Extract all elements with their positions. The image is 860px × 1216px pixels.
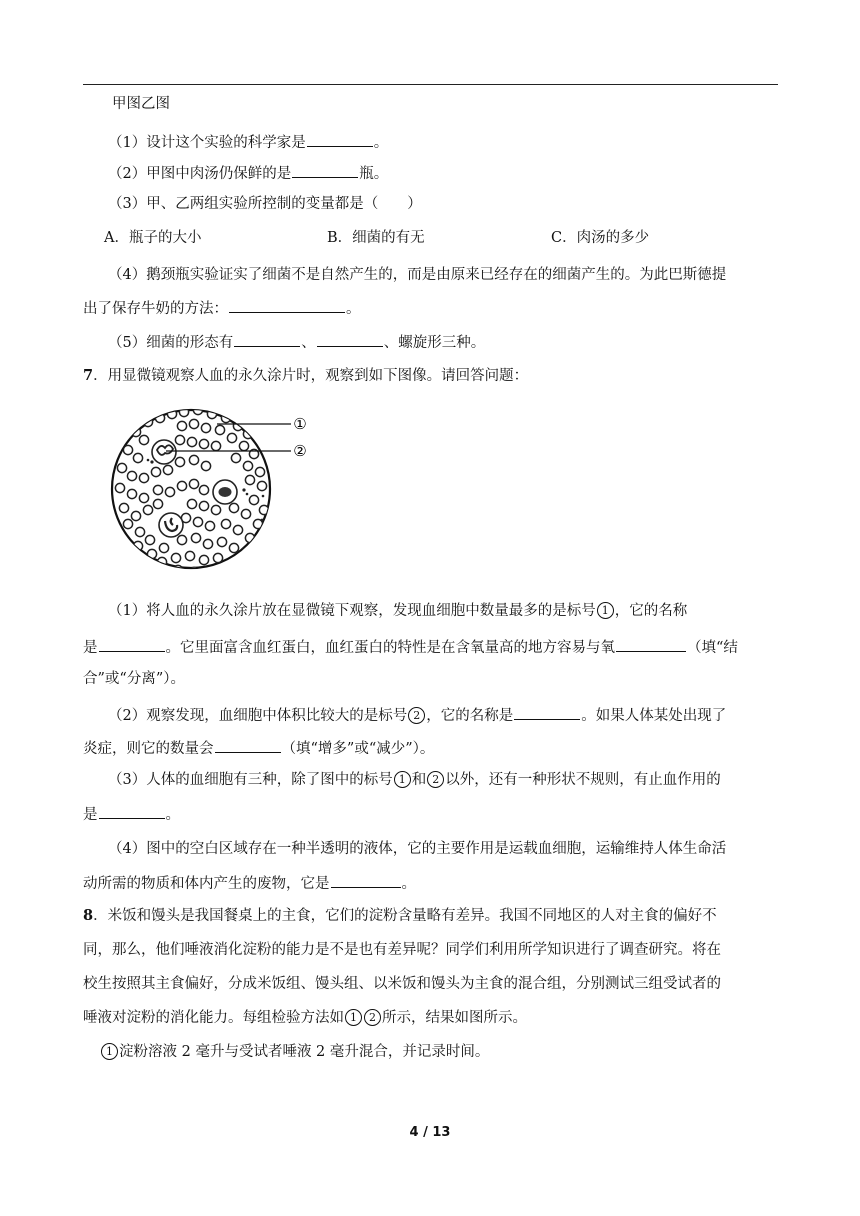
red-blood-cell <box>225 559 234 568</box>
red-blood-cell <box>233 525 242 534</box>
red-blood-cell <box>189 455 198 464</box>
red-blood-cell <box>171 553 180 562</box>
q7-stem: 7．用显微镜观察人血的永久涂片时，观察到如下图像。请回答问题： <box>83 367 529 384</box>
red-blood-cell <box>153 499 162 508</box>
answer-blank[interactable] <box>331 872 401 888</box>
red-blood-cell <box>159 543 168 552</box>
q7-part1-line2: 是 。它里面富含血红蛋白，血红蛋白的特性是在含氧量高的地方容易与氧 （填“结 <box>83 636 738 658</box>
answer-blank[interactable] <box>292 162 358 178</box>
marker-1: 1 <box>101 1043 118 1060</box>
red-blood-cell <box>127 471 136 480</box>
red-blood-cell <box>221 519 230 528</box>
red-blood-cell <box>185 551 194 560</box>
red-blood-cell <box>211 505 220 514</box>
red-blood-cell <box>215 425 224 434</box>
q7-part4-line1: （4）图中的空白区域存在一种半透明的液体，它的主要作用是运载血细胞，运输维持人体生命活 <box>108 841 727 857</box>
q6-part3: （3）甲、乙两组实验所控制的变量都是（ ） <box>108 196 422 212</box>
red-blood-cell <box>143 505 152 514</box>
red-blood-cell <box>245 475 254 484</box>
red-blood-cell <box>211 441 220 450</box>
red-blood-cell <box>135 527 144 536</box>
marker-1: 1 <box>394 771 411 788</box>
red-blood-cell <box>199 555 208 564</box>
red-blood-cell <box>177 535 186 544</box>
q8-line1: 8．米饭和馒头是我国餐桌上的主食，它们的淀粉含量略有差异。我国不同地区的人对主食的偏好不 <box>83 907 717 924</box>
red-blood-cell <box>133 453 142 462</box>
marker-2: 2 <box>427 771 444 788</box>
red-blood-cell <box>239 441 248 450</box>
red-blood-cell <box>147 549 156 558</box>
q7-part2-line2: 炎症，则它的数量会 （填“增多”或“减少”）。 <box>83 737 434 759</box>
answer-blank[interactable] <box>307 131 373 147</box>
red-blood-cell <box>127 489 136 498</box>
q8-line4: 唾液对淀粉的消化能力。每组检验方法如 1 2 所示，结果如图所示。 <box>83 1010 527 1026</box>
red-blood-cell <box>207 409 216 418</box>
red-blood-cell <box>217 537 226 546</box>
red-blood-cell <box>241 509 250 518</box>
red-blood-cell <box>199 439 208 448</box>
q6-option-a: A．瓶子的大小 <box>104 230 202 246</box>
red-blood-cell <box>139 435 148 444</box>
red-blood-cell <box>175 457 184 466</box>
red-blood-cell <box>139 493 148 502</box>
red-blood-cell <box>145 535 154 544</box>
red-blood-cell <box>119 503 128 512</box>
red-blood-cell <box>243 461 252 470</box>
red-blood-cell <box>175 435 184 444</box>
q8-line2: 同，那么，他们唾液消化淀粉的能力是不是也有差异呢？同学们利用所学知识进行了调查研究。将在 <box>83 942 721 958</box>
q8-line3: 校生按照其主食偏好，分成米饭组、馒头组、以米饭和馒头为主食的混合组，分别测试三组受试者的 <box>83 976 721 992</box>
red-blood-cell <box>229 543 238 552</box>
header-rule <box>83 84 778 85</box>
red-blood-cell <box>201 423 210 432</box>
marker-1: 1 <box>345 1009 362 1026</box>
red-blood-cell <box>163 465 172 474</box>
answer-blank[interactable] <box>616 636 686 652</box>
red-blood-cell <box>139 473 148 482</box>
q7-part1-line3: 合”或“分离”）。 <box>83 671 185 687</box>
red-blood-cell <box>131 511 140 520</box>
answer-blank[interactable] <box>234 331 300 347</box>
red-blood-cell <box>231 453 240 462</box>
red-blood-cell <box>199 501 208 510</box>
white-blood-cell <box>152 440 176 464</box>
red-blood-cell <box>193 517 202 526</box>
answer-blank[interactable] <box>317 331 383 347</box>
page-number: 4 / 13 <box>409 1125 451 1140</box>
red-blood-cell <box>229 503 238 512</box>
q7-part1-line1: （1）将人血的永久涂片放在显微镜下观察，发现血细胞中数量最多的是标号 1 ，它的名称 <box>108 603 688 619</box>
red-blood-cell <box>115 483 124 492</box>
answer-blank[interactable] <box>514 704 580 720</box>
red-blood-cell <box>203 539 212 548</box>
answer-blank[interactable] <box>99 636 165 652</box>
answer-blank[interactable] <box>99 803 165 819</box>
red-blood-cell <box>201 461 210 470</box>
white-blood-cell <box>213 480 237 504</box>
red-blood-cell <box>187 437 196 446</box>
label-1: ① <box>293 415 307 433</box>
red-blood-cell <box>227 433 236 442</box>
red-blood-cell <box>257 481 266 490</box>
red-blood-cell <box>153 485 162 494</box>
marker-2: 2 <box>364 1009 381 1026</box>
q7-part3-line2: 是 。 <box>83 803 180 825</box>
red-blood-cell <box>203 569 212 578</box>
blood-smear-figure <box>108 400 318 578</box>
red-blood-cell <box>123 519 132 528</box>
answer-blank[interactable] <box>215 737 281 753</box>
red-blood-cell <box>205 521 214 530</box>
red-blood-cell <box>189 419 198 428</box>
red-blood-cell <box>177 421 186 430</box>
q6-part5: （5）细菌的形态有 、 、螺旋形三种。 <box>108 331 485 353</box>
red-blood-cell <box>165 487 174 496</box>
answer-blank[interactable] <box>229 297 345 313</box>
q8-step1: 1 淀粉溶液 2 毫升与受试者唾液 2 毫升混合，并记录时间。 <box>100 1042 489 1062</box>
red-blood-cell <box>187 499 196 508</box>
red-blood-cell <box>117 463 126 472</box>
label-2: ② <box>293 442 307 460</box>
red-blood-cell <box>179 407 188 416</box>
red-blood-cell <box>213 553 222 562</box>
q6-option-b: B．细菌的有无 <box>327 230 425 246</box>
red-blood-cell <box>199 485 208 494</box>
q7-part3-line1: （3）人体的血细胞有三种，除了图中的标号 1 和 2 以外，还有一种形状不规则，有止血作用的 <box>108 772 721 788</box>
red-blood-cell <box>151 467 160 476</box>
marker-1: 1 <box>597 602 614 619</box>
red-blood-cell <box>255 467 264 476</box>
red-blood-cell <box>123 445 132 454</box>
q7-part2-line1: （2）观察发现，血细胞中体积比较大的是标号 2 ，它的名称是 。如果人体某处出现了 <box>108 704 726 726</box>
red-blood-cell <box>189 479 198 488</box>
red-blood-cell <box>249 495 258 504</box>
red-blood-cell <box>191 533 200 542</box>
q6-part4-line1: （4）鹅颈瓶实验证实了细菌不是自然产生的，而是由原来已经存在的细菌产生的。为此巴斯德提 <box>108 267 727 283</box>
marker-2: 2 <box>408 707 425 724</box>
figure-caption: 甲图乙图 <box>112 96 170 112</box>
q6-part4-line2: 出了保存牛奶的方法： 。 <box>83 297 361 319</box>
q6-part2: （2）甲图中肉汤仍保鲜的是 瓶。 <box>108 162 388 184</box>
q7-part4-line2: 动所需的物质和体内产生的废物，它是 。 <box>83 872 416 894</box>
white-blood-cell <box>159 513 183 537</box>
q6-option-c: C．肉汤的多少 <box>551 230 650 246</box>
red-blood-cell <box>177 481 186 490</box>
q6-part1: （1）设计这个实验的科学家是 。 <box>108 131 388 153</box>
